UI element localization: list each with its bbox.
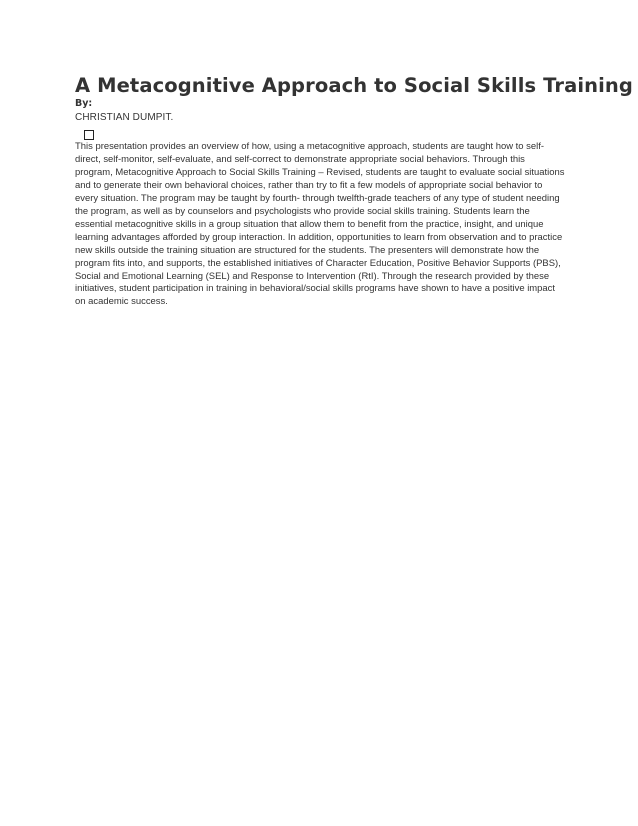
document-title: A Metacognitive Approach to Social Skills Training <box>75 74 633 97</box>
empty-square-icon <box>84 130 94 140</box>
by-label: By: <box>75 98 93 109</box>
author-name: CHRISTIAN DUMPIT. <box>75 112 174 123</box>
abstract-paragraph: This presentation provides an overview of how, using a metacognitive approach, students are taught how to self-direct, self-monitor, self-evaluate, and self-correct to demonstrate appropriate social behaviors. Through this program, Metacognitive Approach to Social Skills Training – Revised, students are taught to evaluate social situations and to generate their own behavioral choices, rather than try to fit a few models of appropriate social behavior to every situation. The program may be taught by fourth- through twelfth-grade teachers of any type of student needing the program, as well as by counselors and psychologists who provide social skills training. Students learn the essential metacognitive skills in a group situation that allow them to benefit from the practice, insight, and unique learning advantages afforded by group interaction. In addition, opportunities to learn from observation and to practice new skills outside the training situation are structured for the students. The presenters will demonstrate how the program fits into, and supports, the established initiatives of Character Education, Positive Behavior Supports (PBS), Social and Emotional Learning (SEL) and Response to Intervention (RtI). Through the research provided by these initiatives, student participation in training in behavioral/social skills programs have shown to have a positive impact on academic success. <box>75 141 565 308</box>
